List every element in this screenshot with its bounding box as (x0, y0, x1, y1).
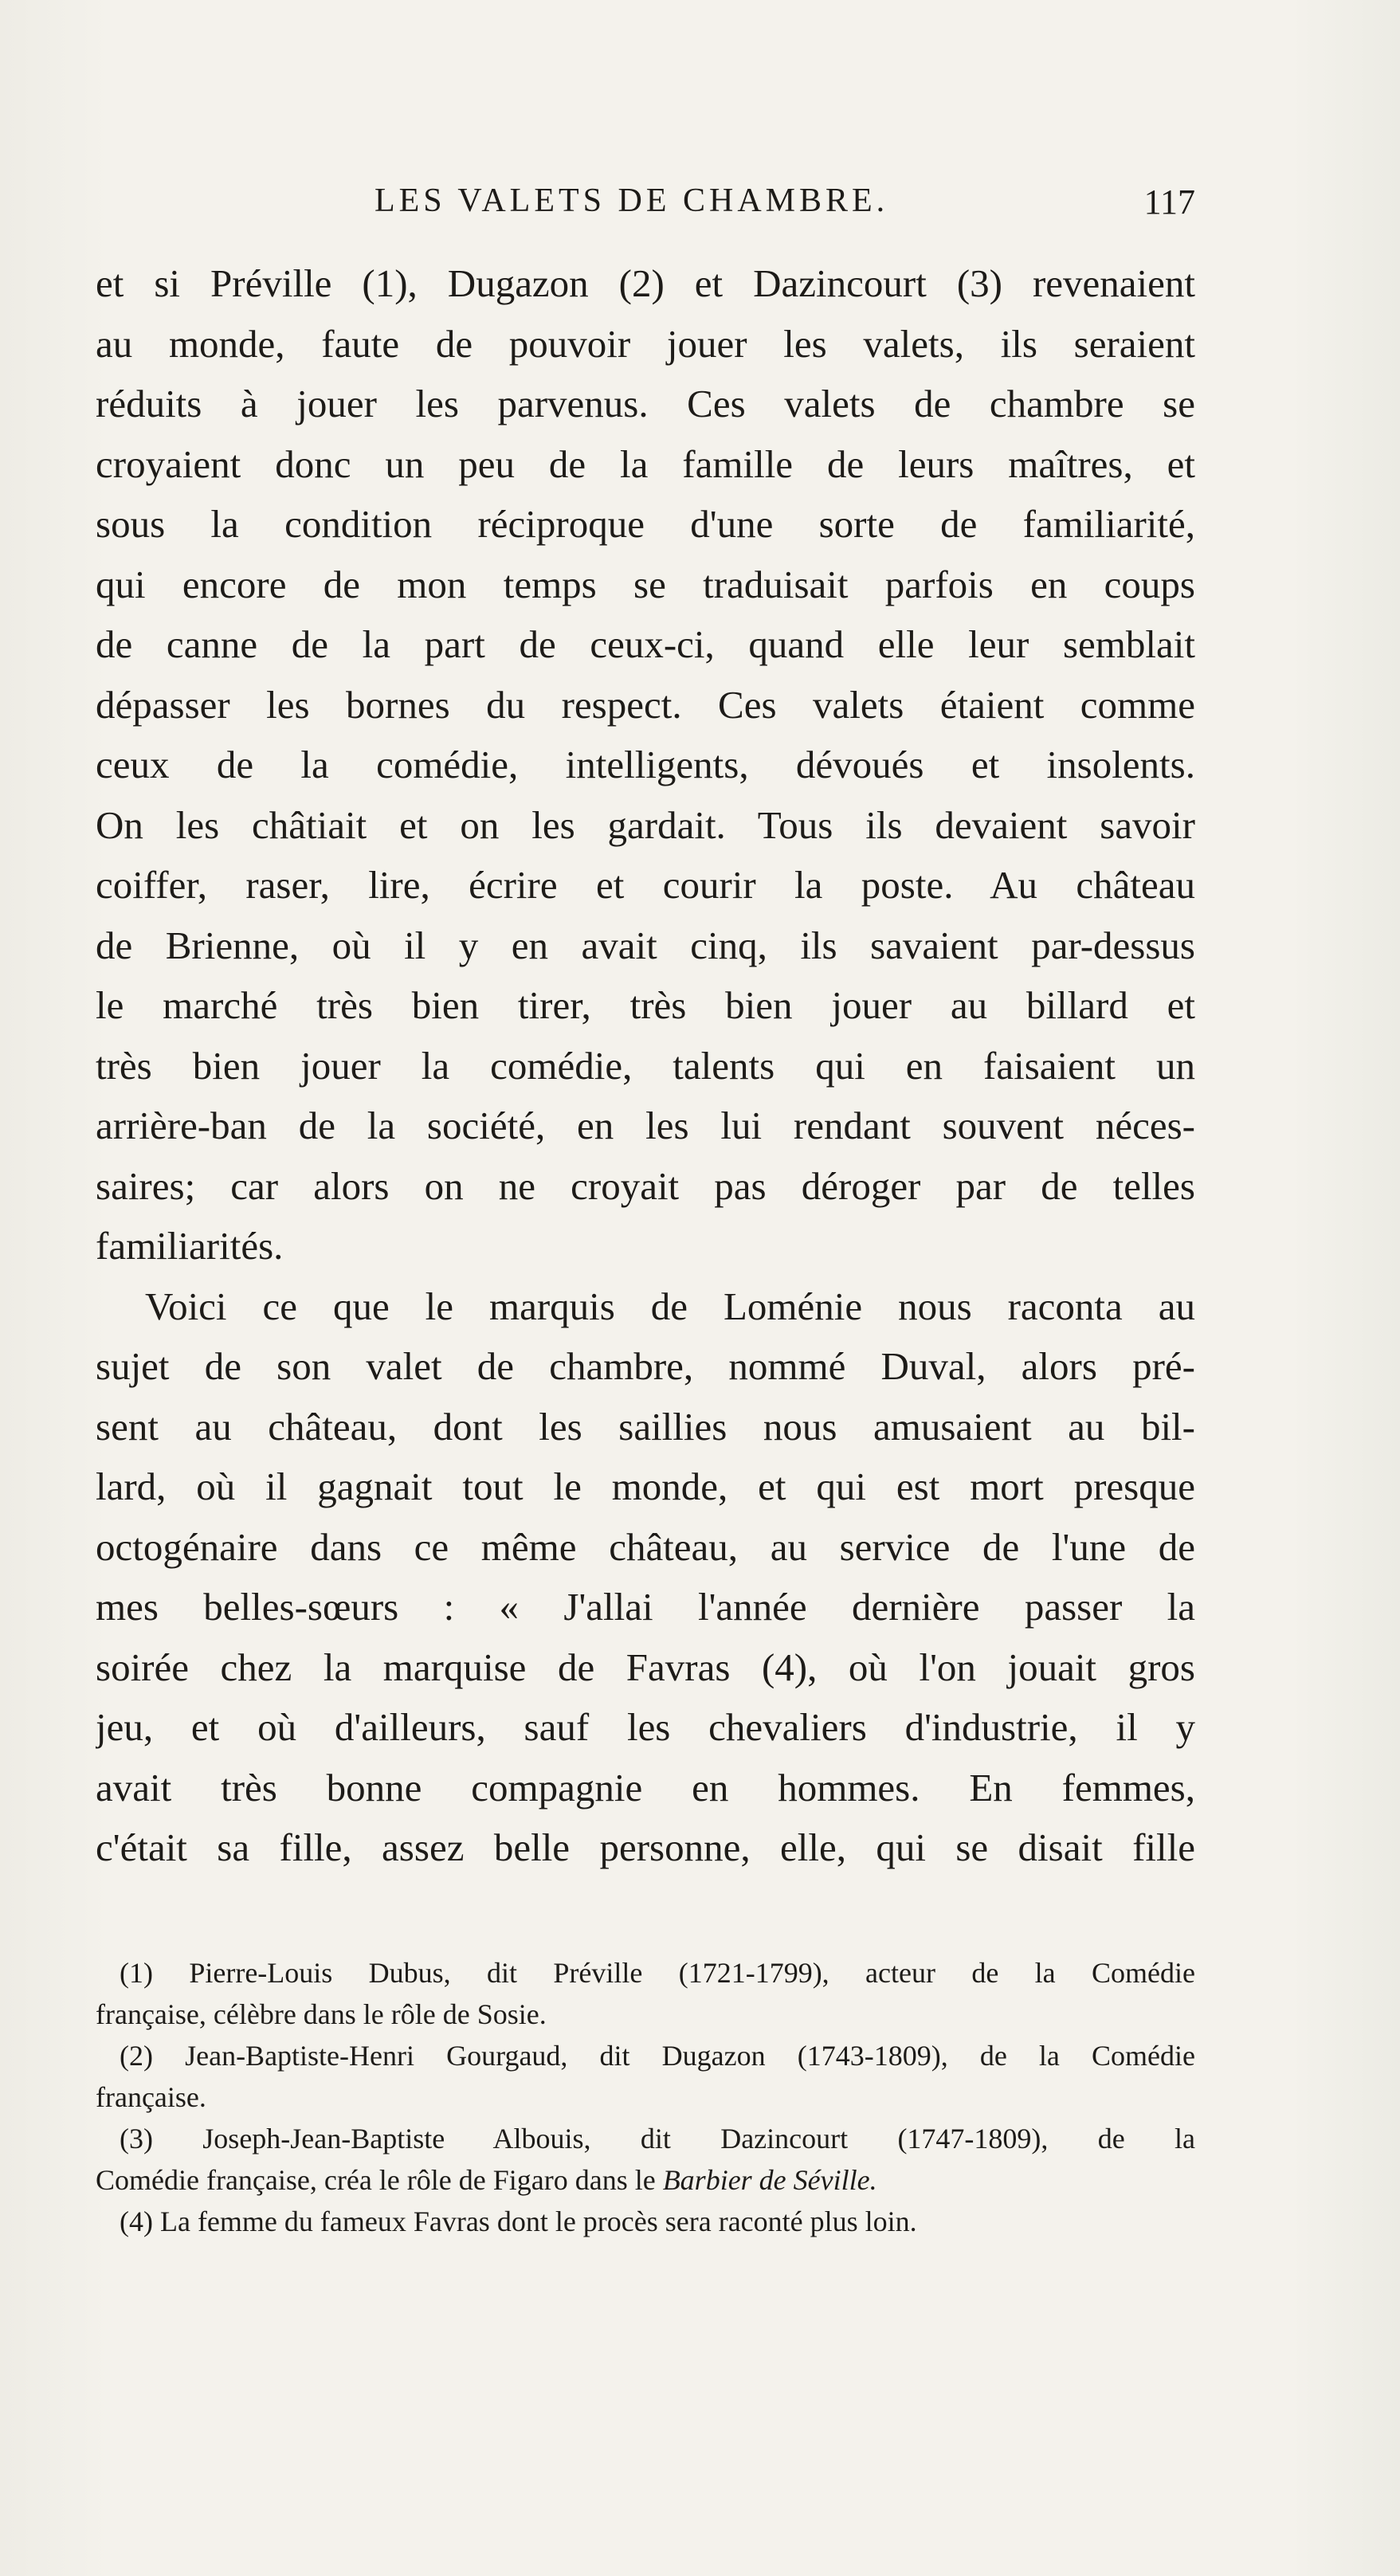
text-line: soirée chez la marquise de Favras (4), où l'on jouait gros (96, 1645, 1195, 1689)
text-line: croyaient donc un peu de la famille de leurs maîtres, et (96, 441, 1195, 486)
footnotes (96, 1952, 1195, 2242)
text-line: avait très bonne compagnie en hommes. En femmes, (96, 1765, 1195, 1809)
text-line: au monde, faute de pouvoir jouer les valets, ils seraient (96, 321, 1195, 366)
footnote-3-text: Comédie française, créa le rôle de Figaro dans le (96, 2164, 663, 2196)
text-line: et si Préville (1), Dugazon (2) et Dazincourt (3) revenaient (96, 261, 1195, 305)
text-line: saires; car alors on ne croyait pas déroger par de telles (96, 1163, 1195, 1208)
text-line: jeu, et où d'ailleurs, sauf les chevaliers d'industrie, il y (96, 1705, 1195, 1749)
running-title: LES VALETS DE CHAMBRE. (375, 182, 889, 219)
text-line: c'était sa fille, assez belle personne, elle, qui se disait fille (96, 1825, 1195, 1869)
text-line: Voici ce que le marquis de Loménie nous raconta au (145, 1284, 1195, 1328)
text-line: sous la condition réciproque d'une sorte de familiarité, (96, 502, 1195, 546)
page-header (96, 182, 1195, 229)
text-line: de canne de la part de ceux-ci, quand elle leur semblait (96, 622, 1195, 666)
footnote-3-title: Barbier de Séville. (662, 2164, 877, 2196)
text-line: mes belles-sœurs : « J'allai l'année dernière passer la (96, 1585, 1195, 1629)
footnote-2-continued: française. (96, 2081, 206, 2113)
text-line: qui encore de mon temps se traduisait parfois en coups (96, 562, 1195, 606)
text-line: On les châtiait et on les gardait. Tous ils devaient savoir (96, 802, 1195, 847)
text-line: sent au château, dont les saillies nous amusaient au bil- (96, 1404, 1195, 1449)
footnote-4: (4) La femme du fameux Favras dont le procès sera raconté plus loin. (120, 2205, 917, 2237)
text-line: lard, où il gagnait tout le monde, et qui est mort presque (96, 1464, 1195, 1508)
footnote-1: (1) Pierre-Louis Dubus, dit Préville (1721-1799), acteur de la Comédie (120, 1957, 1195, 1989)
text-line: coiffer, raser, lire, écrire et courir la poste. Au château (96, 863, 1195, 907)
text-line: octogénaire dans ce même château, au service de l'une de (96, 1524, 1195, 1569)
text-line: ceux de la comédie, intelligents, dévoués et insolents. (96, 743, 1195, 786)
text-line: réduits à jouer les parvenus. Ces valets de chambre se (96, 382, 1195, 425)
text-line: familiarités. (96, 1224, 284, 1268)
footnote-1-continued: française, célèbre dans le rôle de Sosie. (96, 1998, 547, 2030)
page-number: 117 (1143, 182, 1195, 222)
text-line: le marché très bien tirer, très bien jouer au billard et (96, 983, 1195, 1027)
footnote-2: (2) Jean-Baptiste-Henri Gourgaud, dit Dugazon (1743-1809), de la Comédie (120, 2040, 1195, 2072)
text-line: arrière-ban de la société, en les lui rendant souvent néces- (96, 1104, 1195, 1147)
text-line: sujet de son valet de chambre, nommé Duval, alors pré- (96, 1344, 1195, 1388)
text-line: dépasser les bornes du respect. Ces valets étaient comme (96, 682, 1195, 727)
text-line: de Brienne, où il y en avait cinq, ils savaient par-dessus (96, 923, 1195, 967)
footnote-3-continued (96, 2159, 1195, 2201)
footnote-3: (3) Joseph-Jean-Baptiste Albouis, dit Dazincourt (1747-1809), de la (120, 2123, 1195, 2155)
body-text (96, 253, 1195, 1878)
text-line: très bien jouer la comédie, talents qui en faisaient un (96, 1043, 1195, 1088)
